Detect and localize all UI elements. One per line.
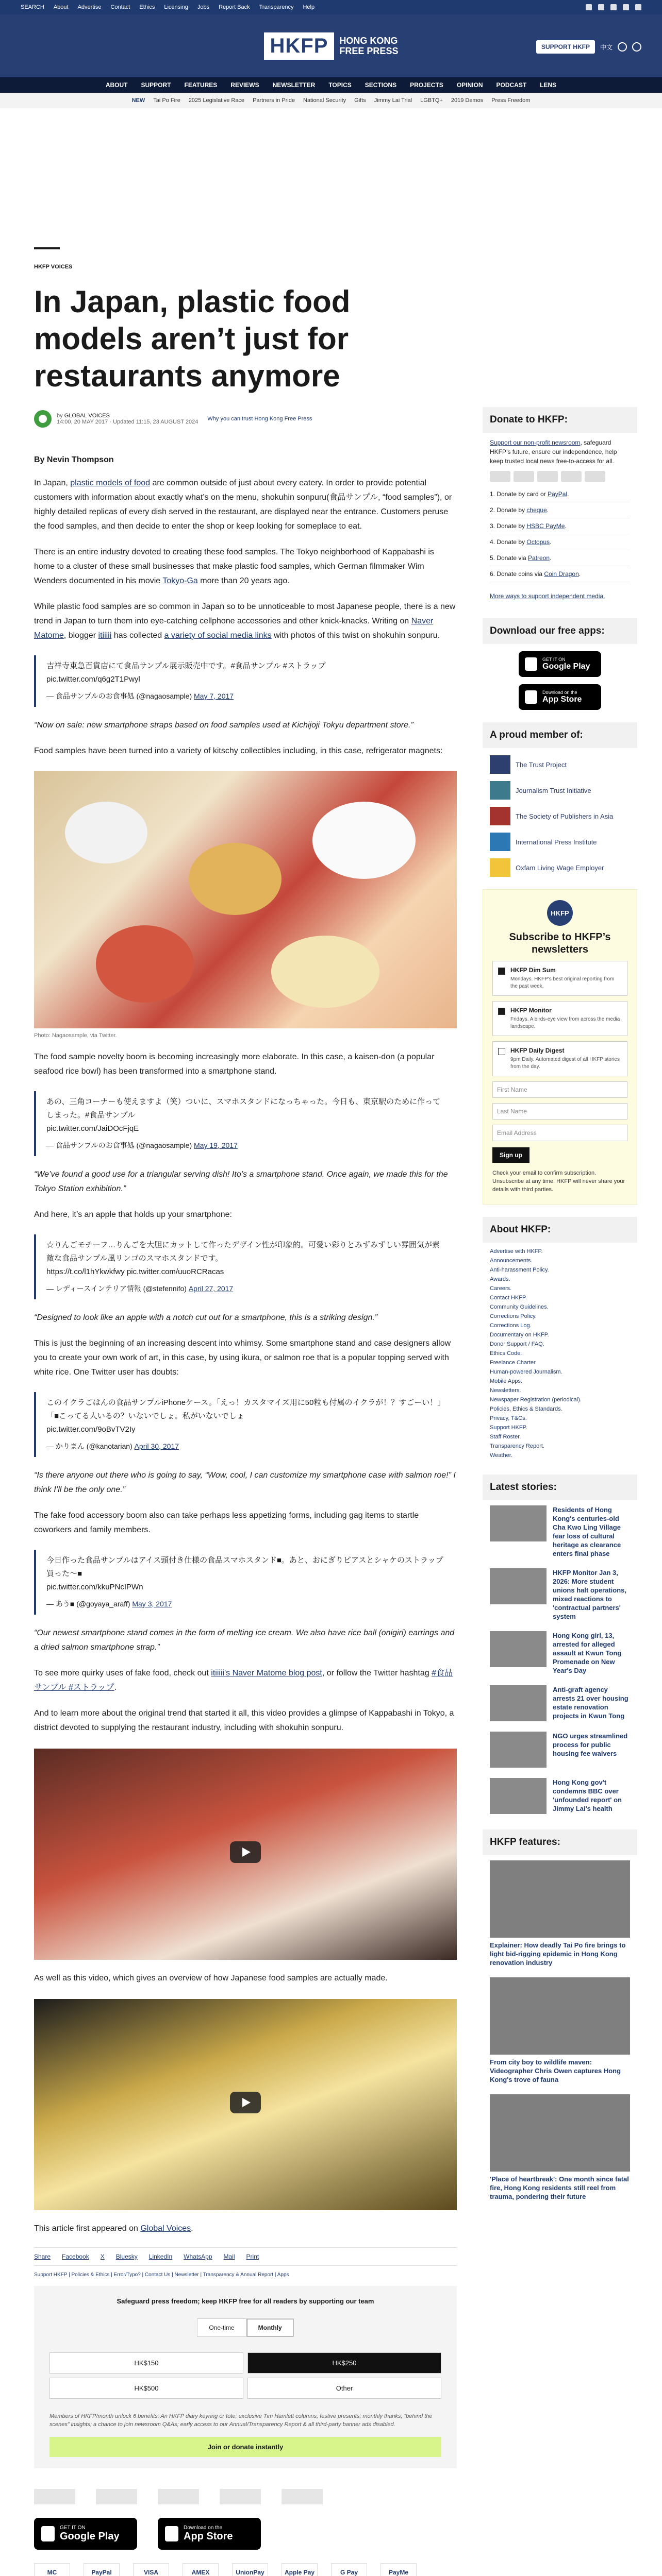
donate-method: 6. Donate coins via Coin Dragon.	[490, 566, 630, 582]
donate-method: 1. Donate by card or PayPal.	[490, 486, 630, 502]
share-link[interactable]: Share	[34, 2253, 51, 2260]
amount-option[interactable]: HK$250	[247, 2352, 441, 2374]
nav-item[interactable]: SECTIONS	[365, 81, 397, 89]
latest-story[interactable]	[483, 1626, 637, 1680]
title-rule	[34, 247, 60, 249]
member-item[interactable]	[483, 800, 637, 825]
donate-method-link[interactable]: PayPal	[548, 490, 568, 498]
badge-line-2: App Store	[542, 695, 582, 704]
feature-title[interactable]: Explainer: How deadly Tai Po fire brings to light bid-rigging epidemic in Hong Kong renovation industry	[490, 1941, 626, 1967]
payment-methods	[34, 2563, 457, 2576]
donate-sidebar-text: Support our non-profit newsroom, safeguard HKFP’s future, ensure our independence, help keep trusted local news free-to-access for all.	[490, 439, 617, 465]
article	[34, 108, 457, 2576]
member-logo	[490, 807, 510, 825]
byline-updated: Updated 11:15, 23 AUGUST 2024	[113, 419, 198, 425]
link-naver-matome[interactable]: Naver Matome	[34, 617, 434, 640]
member-name: The Trust Project	[516, 760, 567, 769]
badge-line-1: GET IT ON	[542, 657, 566, 662]
feature-story[interactable]	[483, 2089, 637, 2206]
trust-link[interactable]: Why you can trust Hong Kong Free Press	[207, 416, 312, 422]
payment-method: UnionPay	[232, 2563, 268, 2576]
latest-story[interactable]	[483, 1500, 637, 1563]
about-link[interactable]: Anti-harassment Policy.	[490, 1267, 549, 1273]
newsletter-input[interactable]: First Name	[492, 1081, 627, 1098]
top-link[interactable]: Contact	[110, 4, 130, 10]
about-link[interactable]: Support HKFP.	[490, 1425, 527, 1431]
paragraph-16: As well as this video, which gives an overview of how Japanese food samples are actually made.	[34, 1974, 388, 1982]
checkbox[interactable]	[498, 1048, 505, 1055]
social-icons	[586, 4, 641, 10]
visa-icon	[514, 471, 534, 482]
link-social-media[interactable]: a variety of social media links	[164, 631, 272, 640]
article-title: In Japan, plastic food models aren’t just for restaurants anymore	[34, 284, 351, 393]
member-name: Oxfam Living Wage Employer	[516, 863, 604, 872]
paragraph-5: Food samples have been turned into a variety of kitschy collectibles including, in this case, refrigerator magnets:	[34, 747, 443, 755]
tweet-link-1[interactable]: https://t.co/l1hYkwkfwy	[46, 1267, 125, 1276]
payment-method: G Pay	[331, 2563, 367, 2576]
donation-frequency-toggle	[49, 2318, 441, 2337]
link-hashtag[interactable]: #食品サンプル #ストラップ	[34, 1669, 453, 1692]
story-title[interactable]: Residents of Hong Kong's centuries-old Cha Kwo Ling Village fear loss of cultural heritage as clearance enters final phase	[553, 1506, 621, 1557]
nav-item[interactable]: OPINION	[456, 81, 483, 89]
trending-link[interactable]: Jimmy Lai Trial	[374, 97, 412, 104]
applepay-icon	[585, 471, 605, 482]
paragraph-3: While plastic food samples are so common in Japan so to be unnoticeable to most Japanese people, there is a new trend in Japan to turn them into eye-catching cellphone accessories and other knick-knacks. Writing on Naver Matome, blogger itiiiii has collected a variety of social media links with photos of this twist on shokuhin sonpuru.	[34, 602, 456, 640]
donate-sidebar-heading: Donate to HKFP:	[483, 407, 637, 433]
author-avatar	[34, 410, 52, 428]
about-link[interactable]: Staff Roster.	[490, 1434, 521, 1440]
newsletter-options	[492, 961, 627, 1076]
trending-link[interactable]: LGBTQ+	[420, 97, 443, 104]
amex-icon	[537, 471, 558, 482]
logo-text	[339, 36, 398, 56]
feature-title[interactable]: From city boy to wildlife maven: Videographer Chris Owen captures Hong Kong's trove of fauna	[490, 2058, 621, 2083]
paragraph-17: This article first appeared on Global Voices.	[34, 2224, 193, 2233]
tweet-text: 吉祥寺東急百貨店にて食品サンプル展示販売中です。#食品サンプル #ストラップ	[46, 662, 326, 670]
new-label: NEW	[131, 97, 145, 104]
nav-item[interactable]: PROJECTS	[410, 81, 443, 89]
apps-heading: Download our free apps:	[483, 618, 637, 644]
paragraph-13: “Our newest smartphone stand comes in the form of melting ice cream. We also have rice ball (onigiri) earrings and a dried salmon smartphone strap.”	[34, 1629, 455, 1652]
embedded-tweet-4	[34, 1392, 457, 1457]
nav-item[interactable]: FEATURES	[184, 81, 218, 89]
donate-method: 4. Donate by Octopus.	[490, 534, 630, 550]
video-food-samples[interactable]	[34, 1999, 457, 2210]
top-link[interactable]: Jobs	[197, 4, 210, 10]
top-link[interactable]: Report Back	[219, 4, 250, 10]
member-logo	[490, 755, 510, 774]
about-link[interactable]: Human-powered Journalism.	[490, 1369, 562, 1375]
about-link[interactable]: Transparency Report.	[490, 1443, 544, 1449]
newsletter-note: Check your email to confirm subscription. Unsubscribe at any time. HKFP will never share your details with third parties.	[492, 1170, 625, 1193]
tweet-text: このイクラごはんの食品サンプルiPhoneケース。「えっ！カスタマイズ用に50粒も付属のイクラが！？すごーい！」「■こってる人いるの？いないでしょ。私がいないでしょ	[46, 1398, 445, 1420]
link-global-voices[interactable]: Global Voices	[140, 2224, 191, 2233]
trending-link[interactable]: 2025 Legislative Race	[188, 97, 245, 104]
newsletter-heading: Subscribe to HKFP’s newsletters	[509, 931, 611, 955]
embedded-tweet-5	[34, 1550, 457, 1615]
tweet-date-link[interactable]: April 30, 2017	[134, 1442, 179, 1450]
about-link[interactable]: Contact HKFP.	[490, 1295, 527, 1301]
amount-option[interactable]: HK$500	[49, 2378, 243, 2399]
payment-method: PayPal	[84, 2563, 120, 2576]
feature-story[interactable]	[483, 1972, 637, 2089]
newsletter-option[interactable]	[492, 961, 627, 996]
support-hkfp-button[interactable]: SUPPORT HKFP	[536, 40, 595, 54]
about-link[interactable]: Privacy, T&Cs.	[490, 1415, 527, 1421]
checkbox[interactable]	[498, 968, 505, 975]
sidebar-app-badges	[483, 651, 637, 710]
feature-title[interactable]: 'Place of heartbreak': One month since fatal fire, Hong Kong residents still reel from trauma, pondering their future	[490, 2175, 629, 2200]
story-title[interactable]: Hong Kong gov't condemns BBC over 'unfounded report' on Jimmy Lai's health	[553, 1778, 622, 1812]
about-link[interactable]: Community Guidelines.	[490, 1304, 549, 1310]
badge-line-1: Download on the	[184, 2525, 223, 2531]
embedded-tweet-2	[34, 1091, 457, 1156]
about-link[interactable]: Freelance Charter.	[490, 1360, 537, 1366]
tweet-link[interactable]: pic.twitter.com/q6g2T1Pwyl	[46, 675, 140, 684]
top-utility-bar	[0, 0, 662, 14]
app-store-badge[interactable]	[519, 651, 601, 677]
tweet-text: ☆りんごモチーフ…りんごを大胆にカットして作ったデザイン性が印象的。可愛い彩りとみずみずしい雰囲気が素敵な食品サンプル風リンゴのスマホスタンドです。	[46, 1241, 440, 1263]
nav-item[interactable]: REVIEWS	[230, 81, 259, 89]
payment-method: AMEX	[183, 2563, 219, 2576]
join-button[interactable]: Join or donate instantly	[49, 2437, 441, 2457]
badge-line-2: Google Play	[542, 662, 590, 671]
logo-box: HKFP	[264, 32, 335, 60]
jti-logo[interactable]	[96, 2489, 137, 2504]
badge-line-1: Download on the	[542, 690, 577, 695]
tweet-link[interactable]: pic.twitter.com/JaiDOcFjqE	[46, 1124, 139, 1133]
donate-heading: Safeguard press freedom; keep HKFP free for all readers by supporting our team	[117, 2297, 374, 2305]
feature-image[interactable]	[490, 1977, 630, 2055]
paragraph-14: To see more quirky uses of fake food, check out itiiiii's Naver Matome blog post, or follow the Twitter hashtag #食品サンプル #ストラップ.	[34, 1669, 453, 1692]
paragraph-6: The food sample novelty boom is becoming increasingly more elaborate. In this case, a kaisen-don (a popular seafood rice bowl) has been transformed into a smartphone stand.	[34, 1053, 435, 1076]
badge-line-2: Google Play	[60, 2531, 120, 2542]
frequency-option[interactable]: Monthly	[246, 2318, 294, 2337]
top-link[interactable]: Advertise	[77, 4, 102, 10]
newsletter-option[interactable]	[492, 1001, 627, 1036]
sopa-logo[interactable]	[158, 2489, 199, 2504]
donate-widget	[34, 2286, 457, 2468]
page-content	[0, 108, 662, 2576]
photo-caption: Photo: Nagaosample, via Twitter.	[34, 1032, 117, 1039]
tweet-date-link[interactable]: May 19, 2017	[194, 1141, 238, 1149]
donate-method: 3. Donate by HSBC PayMe.	[490, 518, 630, 534]
badge-line-2: App Store	[184, 2531, 233, 2542]
latest-story[interactable]	[483, 1726, 637, 1773]
trending-navigation	[0, 93, 662, 108]
latest-story[interactable]	[483, 1563, 637, 1626]
payment-method: VISA	[133, 2563, 169, 2576]
donate-link[interactable]: Support our non-profit newsroom	[490, 439, 581, 446]
tweet-link[interactable]: pic.twitter.com/kkuPNcIPWn	[46, 1583, 143, 1591]
trending-link[interactable]: Press Freedom	[491, 97, 531, 104]
share-link[interactable]: WhatsApp	[184, 2253, 212, 2260]
payment-method: PayMe	[380, 2563, 417, 2576]
about-link[interactable]: Newsletters.	[490, 1387, 521, 1394]
link-itiiiii[interactable]: itiiiii	[98, 631, 112, 640]
payment-method: MC	[34, 2563, 70, 2576]
oxfam-logo[interactable]	[282, 2489, 323, 2504]
logo-line-2: FREE PRESS	[339, 46, 399, 56]
search-icon[interactable]	[618, 42, 627, 52]
tweet-date-link[interactable]: April 27, 2017	[188, 1284, 234, 1293]
nav-item[interactable]: TOPICS	[328, 81, 352, 89]
about-link[interactable]: Awards.	[490, 1276, 510, 1282]
donate-method: 2. Donate by cheque.	[490, 502, 630, 518]
about-link[interactable]: Ethics Code.	[490, 1350, 522, 1357]
feature-story[interactable]	[483, 1855, 637, 1972]
feature-stories	[483, 1855, 637, 2206]
byline-source[interactable]: GLOBAL VOICES	[64, 413, 110, 419]
latest-stories	[483, 1500, 637, 1819]
newsletter-desc: 9pm Daily. Automated digest of all HKFP stories from the day.	[510, 1057, 620, 1070]
features-heading: HKFP features:	[483, 1829, 637, 1855]
member-logo	[490, 858, 510, 877]
donate-method-link[interactable]: Coin Dragon	[544, 570, 579, 578]
donate-method-link[interactable]: HSBC PayMe	[526, 522, 565, 530]
more-ways	[483, 586, 637, 606]
share-link[interactable]: Mail	[223, 2253, 235, 2260]
nav-item[interactable]: SUPPORT	[141, 81, 171, 89]
newsletter-fields	[492, 1081, 627, 1141]
policy-links[interactable]: Support HKFP | Policies & Ethics | Error/Typo? | Contact Us | Newsletter | Transparency & Annual Report | Apps	[34, 2272, 289, 2278]
tweet-meta: — 食品サンプルのお食事処 (@nagaosample) May 19, 2017	[46, 1141, 238, 1149]
donate-method-link[interactable]: cheque	[526, 506, 547, 514]
frequency-option[interactable]: One-time	[197, 2318, 246, 2337]
trending-link[interactable]: 2019 Demos	[451, 97, 484, 104]
member-item[interactable]	[483, 774, 637, 800]
language-link[interactable]: 中文	[600, 43, 613, 51]
tweet-link[interactable]: pic.twitter.com/9oBvTV2Iy	[46, 1425, 136, 1434]
byline-date: 14:00, 20 MAY 2017	[57, 419, 108, 425]
tweet-meta: — かりまん (@kanotarian) April 30, 2017	[46, 1442, 179, 1450]
app-store-badges	[34, 2518, 457, 2550]
video-kappabashi[interactable]	[34, 1749, 457, 1960]
about-link[interactable]: Advertise with HKFP.	[490, 1248, 543, 1255]
facebook-icon[interactable]	[586, 4, 592, 10]
paragraph-15: And to learn more about the original trend that started it all, this video provides a glimpse of Kappabashi in Tokyo, a district devoted to supplying the restaurant industry, including with shokuhin sonpuru.	[34, 1709, 454, 1732]
newsletter-signup	[483, 889, 637, 1205]
share-bar	[34, 2247, 457, 2266]
app-store-badge[interactable]	[158, 2518, 261, 2550]
embedded-tweet-1	[34, 655, 457, 707]
story-thumbnail[interactable]	[490, 1505, 547, 1541]
top-link[interactable]: Licensing	[164, 4, 188, 10]
tweet-meta: — レディースインテリア情報 (@stefennifo) April 27, 2017	[46, 1284, 234, 1293]
payment-method: Apple Pay	[282, 2563, 318, 2576]
about-link[interactable]: Policies, Ethics & Standards.	[490, 1406, 562, 1412]
about-link[interactable]: Corrections Log.	[490, 1323, 532, 1329]
story-thumbnail[interactable]	[490, 1778, 547, 1814]
about-link[interactable]: Corrections Policy.	[490, 1313, 537, 1319]
about-links	[483, 1243, 637, 1464]
share-link[interactable]: Bluesky	[115, 2253, 138, 2260]
byline: by GLOBAL VOICES 14:00, 20 MAY 2017 · Updated 11:15, 23 AUGUST 2024 Why you can trust Hong Kong Free Press	[34, 410, 457, 428]
member-name: Journalism Trust Initiative	[516, 786, 591, 794]
mastercard-icon	[490, 471, 510, 482]
checkbox[interactable]	[498, 1008, 505, 1015]
trending-link[interactable]: Gifts	[354, 97, 366, 104]
partner-logos	[34, 2489, 457, 2504]
story-title[interactable]: Hong Kong girl, 13, arrested for alleged assault at Kwun Tong Promenade on New Year's Day	[553, 1632, 622, 1674]
byline-by: by	[57, 413, 63, 419]
nav-item[interactable]: LENS	[540, 81, 557, 89]
ipi-logo[interactable]	[220, 2489, 261, 2504]
newsletter-name: HKFP Dim Sum	[510, 967, 556, 974]
header-actions	[536, 40, 641, 54]
amount-option[interactable]: Other	[247, 2378, 441, 2399]
about-link[interactable]: Donor Support / FAQ.	[490, 1341, 544, 1347]
latest-story[interactable]	[483, 1773, 637, 1819]
paragraph-12: The fake food accessory boom also can take perhaps less appetizing forms, including gag items to startle coworkers and family members.	[34, 1511, 419, 1534]
about-link[interactable]: Careers.	[490, 1285, 512, 1292]
account-icon[interactable]	[632, 42, 641, 52]
amount-option[interactable]: HK$150	[49, 2352, 243, 2374]
story-thumbnail[interactable]	[490, 1568, 547, 1604]
tweet-meta: — あう■ (@goyaya_araff) May 3, 2017	[46, 1600, 172, 1608]
newsletter-input[interactable]: Last Name	[492, 1103, 627, 1120]
link-blog-post[interactable]: itiiiii's Naver Matome blog post	[211, 1669, 322, 1677]
membership-note: Members of HKFP/month unlock 6 benefits: An HKFP diary keyring or tote; exclusive Tim Hamlett columns; festive presents; monthly thanks; “behind the scenes” insights; a chance to join newsroom Q&As; early access to our Annual/Transparency Report & all third-party banner ads disabled.	[49, 2413, 433, 2428]
link-tokyo-ga[interactable]: Tokyo-Ga	[162, 577, 198, 585]
member-logo	[490, 781, 510, 800]
tweet-date-link[interactable]: May 7, 2017	[194, 692, 234, 700]
newsletter-name: HKFP Monitor	[510, 1007, 552, 1014]
site-header	[0, 14, 662, 77]
article-author: By Nevin Thompson	[34, 455, 114, 464]
about-link[interactable]: Newspaper Registration (periodical).	[490, 1397, 582, 1403]
trending-link[interactable]: Tai Po Fire	[153, 97, 180, 104]
embedded-tweet-3	[34, 1234, 457, 1299]
trending-link[interactable]: Partners in Pride	[253, 97, 295, 104]
member-item[interactable]	[483, 851, 637, 877]
x-icon[interactable]	[598, 4, 604, 10]
feature-image[interactable]	[490, 2094, 630, 2172]
sidebar	[483, 108, 637, 2576]
latest-heading: Latest stories:	[483, 1475, 637, 1500]
story-title[interactable]: HKFP Monitor Jan 3, 2026: More student unions halt operations, mixed reactions to 'contractual partners' system	[553, 1569, 627, 1620]
top-link[interactable]: Help	[303, 4, 315, 10]
about-link[interactable]: Documentary on HKFP.	[490, 1332, 549, 1338]
member-heading: A proud member of:	[483, 722, 637, 748]
linkedin-icon[interactable]	[635, 4, 641, 10]
member-list	[483, 748, 637, 877]
share-link[interactable]: Print	[246, 2253, 259, 2260]
latest-story[interactable]	[483, 1680, 637, 1726]
story-thumbnail[interactable]	[490, 1631, 547, 1667]
top-link[interactable]: About	[53, 4, 69, 10]
donate-method: 5. Donate via Patreon.	[490, 550, 630, 566]
play-icon[interactable]	[230, 1841, 261, 1863]
story-title[interactable]: Anti-graft agency arrests 21 over housing estate renovation projects in Kwun Tong	[553, 1686, 628, 1720]
paragraph-11: “Is there anyone out there who is going to say, “Wow, cool, I can customize my smartphone case with salmon roe!” I think I’ll be the only one.”	[34, 1471, 456, 1494]
feature-image[interactable]	[490, 1860, 630, 1938]
app-store-badge[interactable]	[519, 684, 601, 710]
nav-item[interactable]: NEWSLETTER	[272, 81, 316, 89]
play-icon[interactable]	[230, 2092, 261, 2113]
donate-method-link[interactable]: Patreon	[528, 554, 550, 562]
hkfp-badge: HKFP	[547, 900, 573, 926]
story-thumbnail[interactable]	[490, 1732, 547, 1768]
newsletter-name: HKFP Daily Digest	[510, 1047, 565, 1054]
member-name: International Press Institute	[516, 838, 597, 846]
article-kicker[interactable]: HKFP VOICES	[34, 264, 73, 270]
badge-line-1: GET IT ON	[60, 2525, 86, 2531]
story-thumbnail[interactable]	[490, 1685, 547, 1721]
trending-link[interactable]: National Security	[303, 97, 346, 104]
top-link[interactable]: SEARCH	[21, 4, 44, 10]
youtube-icon[interactable]	[623, 4, 629, 10]
signup-button[interactable]: Sign up	[492, 1147, 529, 1163]
tweet-date-link[interactable]: May 3, 2017	[132, 1600, 172, 1608]
nav-item[interactable]: ABOUT	[105, 81, 128, 89]
payment-cards	[483, 471, 637, 482]
share-link[interactable]: X	[100, 2253, 105, 2260]
about-heading: About HKFP:	[483, 1217, 637, 1243]
logo-line-1: HONG KONG	[339, 36, 398, 46]
tweet-text: 今日作った食品サンプルはアイス頭付き仕様の食品スマホスタンド■。あと、おにぎりピアスとシャケのストラップ買った～■	[46, 1556, 443, 1578]
app-store-badge[interactable]	[34, 2518, 137, 2550]
nav-item[interactable]: PODCAST	[496, 81, 527, 89]
paragraph-1: In Japan, plastic models of food are common outside of just about every eatery. In order to provide potential customers with information about exactly what’s on the menu, shokuhin sonpuru(食品サンプル, “food samples”), or highly detailed replicas of every dish served in the restaurant, are displayed near the entrance. Customers peruse the food samples, and then decide to enter the shop or keep looking for someplace to eat.	[34, 479, 452, 531]
member-item[interactable]	[483, 748, 637, 774]
newsletter-desc: Mondays. HKFP's best original reporting from the past week.	[510, 976, 615, 989]
paragraph-2: There is an entire industry devoted to creating these food samples. The Tokyo neighborhood of Kappabashi is home to a cluster of these small businesses that make plastic food samples, which German filmmaker Wim Wenders documented in his movie Tokyo-Ga more than 20 years ago.	[34, 548, 434, 585]
instagram-icon[interactable]	[610, 4, 617, 10]
top-link[interactable]: Transparency	[259, 4, 294, 10]
share-link[interactable]: Facebook	[62, 2253, 89, 2260]
member-name: The Society of Publishers in Asia	[516, 812, 614, 820]
trust-project-logo[interactable]	[34, 2489, 75, 2504]
paragraph-4: “Now on sale: new smartphone straps based on food samples used at Kichijoji Tokyu department store.”	[34, 721, 413, 730]
main-navigation	[0, 77, 662, 93]
donate-methods-list	[483, 482, 637, 586]
tweet-link-2[interactable]: pic.twitter.com/uuoRCRacas	[126, 1267, 224, 1276]
hkfp-logo[interactable]	[264, 32, 399, 60]
paragraph-8: And here, it’s an apple that holds up your smartphone:	[34, 1210, 232, 1219]
tweet-text: あの、三角コーナーも使えますよ（笑）ついに、スマホスタンドになっちゃった。今日も、東京駅のために作ってしまった。#食品サンプル	[46, 1097, 441, 1120]
about-link[interactable]: Mobile Apps.	[490, 1378, 522, 1384]
about-link[interactable]: Announcements.	[490, 1258, 533, 1264]
newsletter-input[interactable]: Email Address	[492, 1125, 627, 1141]
top-links	[21, 4, 315, 10]
paragraph-10: This is just the beginning of an increasing descent into whimsy. Some smartphone stand and case designers allow you to create your own work of art, in this case, by using ikura, or salmon roe that is a popular topping served with white rice. One Twitter user has doubts:	[34, 1339, 451, 1377]
more-ways-link[interactable]: More ways to support independent media.	[490, 592, 605, 600]
top-link[interactable]: Ethics	[139, 4, 155, 10]
donate-method-link[interactable]: Octopus	[526, 538, 550, 546]
newsletter-desc: Fridays. A birds-eye view from across the media landscape.	[510, 1016, 620, 1029]
member-logo	[490, 833, 510, 851]
about-link[interactable]: Weather.	[490, 1452, 512, 1459]
paypal-icon	[561, 471, 582, 482]
link-plastic-models[interactable]: plastic models of food	[70, 479, 151, 487]
story-title[interactable]: NGO urges streamlined process for public housing fee waivers	[553, 1732, 628, 1757]
share-link[interactable]: LinkedIn	[148, 2253, 173, 2260]
paragraph-7: “We’ve found a good use for a triangular serving dish! Ito’s a smartphone stand. Once again, we made this for the Tokyo Station exhibition.”	[34, 1170, 448, 1193]
paragraph-9: “Designed to look like an apple with a notch cut out for a smartphone, this is a striking design.”	[34, 1313, 378, 1322]
member-item[interactable]	[483, 825, 637, 851]
food-magnets-photo	[34, 771, 457, 1028]
donation-amounts	[49, 2352, 441, 2399]
tweet-meta: — 食品サンプルのお食事処 (@nagaosample) May 7, 2017	[46, 692, 234, 700]
newsletter-option[interactable]	[492, 1041, 627, 1076]
